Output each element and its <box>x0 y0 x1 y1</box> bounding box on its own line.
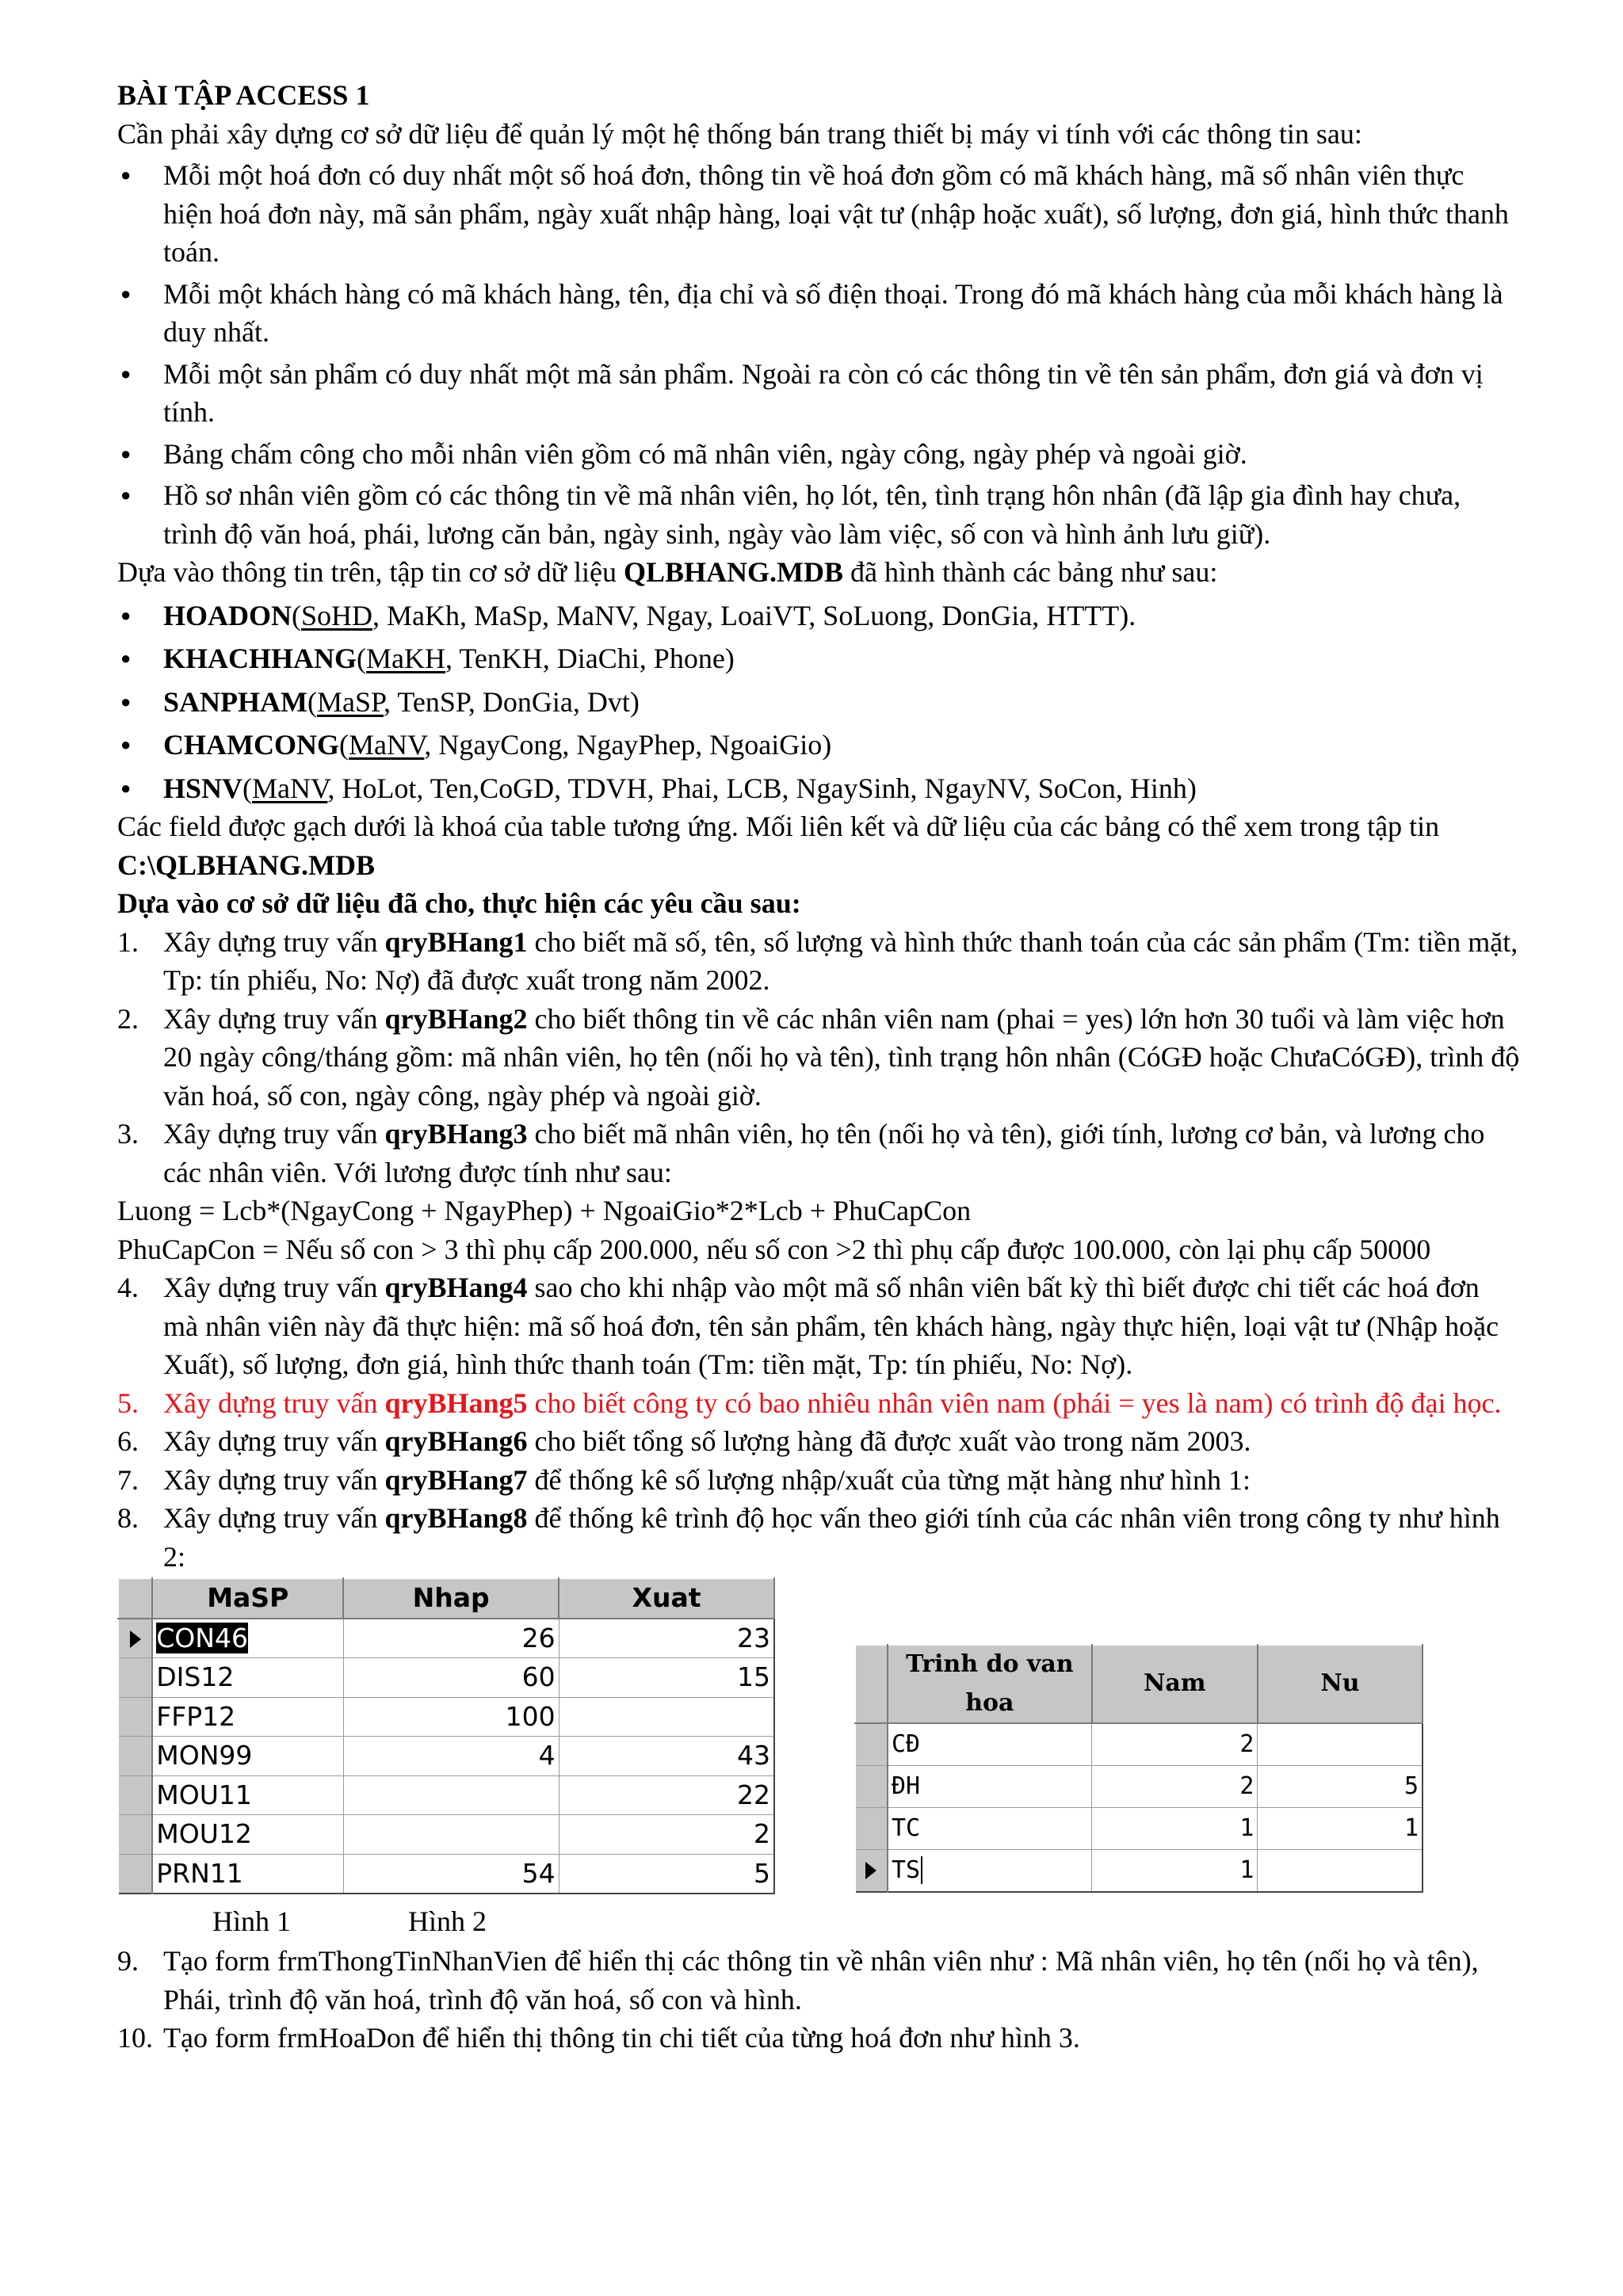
table-cell[interactable]: 1 <box>1258 1808 1423 1850</box>
table-cell[interactable]: 26 <box>343 1619 559 1658</box>
query-name: qryBHang2 <box>384 1002 528 1035</box>
table-row[interactable] <box>855 1766 1423 1808</box>
schema-fields: , MaKh, MaSp, MaNV, Ngay, LoaiVT, SoLuong, DonGia, HTTT). <box>372 599 1136 631</box>
text-cursor-icon <box>921 1856 922 1884</box>
bullet-item: ● Hồ sơ nhân viên gồm có các thông tin về mã nhân viên, họ lót, tên, tình trạng hôn nhân (đã lập gia đình hay chưa, trình độ văn hoá, phái, lương căn bản, ngày sinh, ngày vào làm việc, số con và hình ảnh lưu giữ). <box>117 476 1520 553</box>
record-selector[interactable] <box>855 1850 888 1893</box>
table-cell[interactable] <box>343 1815 559 1855</box>
table-cell[interactable]: FFP12 <box>152 1697 343 1737</box>
requirement-number: 4. <box>117 1272 139 1303</box>
schema-key: MaSP <box>317 685 384 718</box>
record-selector[interactable] <box>855 1808 888 1850</box>
database-file-name: QLBHANG.MDB <box>623 556 843 588</box>
table-cell[interactable] <box>1258 1850 1423 1893</box>
table-cell[interactable] <box>343 1775 559 1815</box>
schema-key: SoHD <box>301 599 373 631</box>
schema-item <box>117 683 1520 722</box>
table-cell[interactable]: 2 <box>1092 1766 1258 1808</box>
schema-table-name: HSNV <box>163 772 243 804</box>
requirement-number: 1. <box>117 925 139 958</box>
column-header[interactable]: Nhap <box>343 1578 559 1619</box>
requirement-text: để thống kê trình độ học vấn theo giới tính của các nhân viên trong công ty như hình 2: <box>163 1502 1500 1573</box>
query-name: qryBHang7 <box>384 1463 528 1496</box>
table-cell[interactable]: 15 <box>559 1658 774 1698</box>
requirements-list-continued <box>117 1268 1520 1576</box>
record-selector[interactable] <box>118 1775 152 1815</box>
record-selector[interactable] <box>118 1854 152 1894</box>
record-selector[interactable] <box>118 1697 152 1737</box>
requirement-text: cho biết thông tin về các nhân viên nam (phai = yes) lớn hơn 30 tuổi và làm việc hơn 20 ngày công/tháng gồm: mã nhân viên, họ tên (nối họ và tên), tình trạng hôn nhân (CóGĐ hoặc ChưaCóGĐ), trình độ văn hoá, số con, ngày công, ngày phép và ngoài giờ. <box>163 1002 1520 1112</box>
table-cell[interactable]: 5 <box>559 1854 774 1894</box>
table-cell[interactable]: MOU12 <box>152 1815 343 1855</box>
table-cell[interactable]: 4 <box>343 1737 559 1776</box>
requirement-text: Tạo form frmHoaDon để hiển thị thông tin chi tiết của từng hoá đơn như hình 3. <box>163 2022 1080 2054</box>
schema-table-name: KHACHHANG <box>163 643 357 674</box>
requirement-pre: Xây dựng truy vấn <box>163 1502 385 1534</box>
datasheet-header-row <box>855 1645 1423 1723</box>
table-cell[interactable]: DIS12 <box>152 1658 343 1698</box>
schema-open: ( <box>292 599 301 631</box>
requirement-text: cho biết công ty có bao nhiêu nhân viên nam (phái = yes là nam) có trình độ đại học. <box>527 1386 1502 1419</box>
table-row[interactable] <box>118 1697 774 1737</box>
bullet-item: ● Mỗi một sản phẩm có duy nhất một mã sản phẩm. Ngoài ra còn có các thông tin về tên sản phẩm, đơn giá và đơn vị tính. <box>117 355 1520 432</box>
record-selector[interactable] <box>118 1619 152 1658</box>
requirements-bullets <box>117 156 1520 553</box>
query-name: qryBHang8 <box>384 1502 528 1534</box>
requirement-pre: Xây dựng truy vấn <box>163 1463 385 1496</box>
requirement-text: cho biết mã nhân viên, họ tên (nối họ và tên), giới tính, lương cơ bản, và lương cho các nhân viên. Với lương được tính như sau: <box>163 1118 1485 1188</box>
table-cell[interactable]: 54 <box>343 1854 559 1894</box>
schema-fields: , NgayCong, NgayPhep, NgoaiGio) <box>424 729 832 761</box>
schema-open: ( <box>242 772 253 804</box>
record-selector[interactable] <box>855 1723 888 1766</box>
schema-table-name: SANPHAM <box>163 685 307 718</box>
schema-open: ( <box>338 729 349 761</box>
schema-item <box>117 639 1520 678</box>
requirement-pre: Xây dựng truy vấn <box>163 1002 385 1035</box>
requirement-item <box>117 1422 1520 1461</box>
table-row[interactable] <box>118 1775 774 1815</box>
requirement-number: 2. <box>117 1002 139 1035</box>
database-line <box>117 553 1520 592</box>
requirement-item <box>117 1499 1520 1576</box>
record-selector[interactable] <box>855 1766 888 1808</box>
figure-captions <box>212 1902 487 1941</box>
table-schema-list <box>117 597 1520 808</box>
selected-cell-text[interactable]: CON46 <box>156 1622 248 1653</box>
database-path: C:\QLBHANG.MDB <box>117 849 376 881</box>
figure-2-caption: Hình 2 <box>408 1905 487 1937</box>
table-cell[interactable]: 5 <box>1258 1766 1423 1808</box>
requirement-number: 6. <box>117 1425 139 1457</box>
table-cell[interactable] <box>888 1850 1092 1893</box>
requirement-item <box>117 923 1520 1000</box>
table-row[interactable] <box>855 1723 1423 1766</box>
schema-key: MaNV <box>348 729 425 761</box>
requirement-text: sao cho khi nhập vào một mã số nhân viên bất kỳ thì biết được chi tiết các hoá đơn mà nhân viên này đã thực hiện: mã số hoá đơn, tên sản phẩm, tên khách hàng, ngày thực hiện, loại vật tư (Nhập hoặc Xuất), số lượng, đơn giá, hình thức thanh toán (Tm: tiền mặt, Tp: tín phiếu, No: Nợ). <box>163 1272 1499 1380</box>
schema-table-name: HOADON <box>163 599 292 631</box>
requirement-text: Tạo form frmThongTinNhanVien để hiển thị các thông tin về nhân viên như : Mã nhân viên, họ tên (nối họ và tên), Phái, trình độ văn hoá, trình độ văn hoá, số con và hình. <box>163 1945 1479 2016</box>
table-cell[interactable]: 2 <box>559 1815 774 1855</box>
table-cell[interactable]: PRN11 <box>152 1854 343 1894</box>
requirement-text: cho biết tổng số lượng hàng đã được xuất vào trong năm 2003. <box>527 1425 1251 1457</box>
table-row[interactable] <box>855 1808 1423 1850</box>
column-header[interactable]: Xuat <box>559 1578 774 1619</box>
table-cell[interactable]: 1 <box>1092 1850 1258 1893</box>
requirement-number: 9. <box>117 1945 139 1977</box>
schema-fields: , TenSP, DonGia, Dvt) <box>384 685 640 718</box>
bullet-item: ● Mỗi một khách hàng có mã khách hàng, tên, địa chỉ và số điện thoại. Trong đó mã khách hàng của mỗi khách hàng là duy nhất. <box>117 275 1520 352</box>
document-title: BÀI TẬP ACCESS 1 <box>117 79 370 111</box>
table-cell[interactable]: 23 <box>559 1619 774 1658</box>
figure-1-caption: Hình 1 <box>212 1905 291 1937</box>
requirement-number: 7. <box>117 1463 139 1496</box>
table-cell[interactable]: TC <box>888 1808 1092 1850</box>
requirement-number: 8. <box>117 1502 139 1534</box>
requirement-number: 5. <box>117 1386 139 1419</box>
record-selector-header[interactable] <box>118 1578 152 1619</box>
schema-key: MaKH <box>366 643 445 674</box>
table-cell[interactable]: 2 <box>1092 1723 1258 1766</box>
requirement-item <box>117 1942 1520 2019</box>
requirement-item-highlighted <box>117 1384 1520 1423</box>
form-requirements <box>117 1942 1520 2058</box>
requirement-pre: Xây dựng truy vấn <box>163 1425 385 1457</box>
column-header[interactable]: Nu <box>1258 1645 1423 1723</box>
requirements-list <box>117 923 1520 1192</box>
column-header[interactable]: Nam <box>1092 1645 1258 1723</box>
record-selector[interactable] <box>118 1815 152 1855</box>
requirement-text: để thống kê số lượng nhập/xuất của từng mặt hàng như hình 1: <box>527 1463 1251 1496</box>
figure-1-datasheet <box>117 1577 775 1894</box>
schema-item <box>117 726 1520 765</box>
table-row[interactable] <box>118 1815 774 1855</box>
database-line-pre: Dựa vào thông tin trên, tập tin cơ sở dữ liệu <box>117 556 624 588</box>
database-line-post: đã hình thành các bảng như sau: <box>843 556 1218 588</box>
table-cell[interactable]: 22 <box>559 1775 774 1815</box>
schema-item <box>117 597 1520 635</box>
table-row[interactable] <box>118 1619 774 1658</box>
query-name: qryBHang6 <box>384 1425 528 1457</box>
column-header[interactable]: Trinh do van hoa <box>888 1645 1092 1723</box>
record-selector[interactable] <box>118 1658 152 1698</box>
table-cell[interactable]: 60 <box>343 1658 559 1698</box>
requirements-heading: Dựa vào cơ sở dữ liệu đã cho, thực hiện các yêu cầu sau: <box>117 887 801 919</box>
allowance-formula: PhuCapCon = Nếu số con > 3 thì phụ cấp 200.000, nếu số con >2 thì phụ cấp được 100.000, còn lại phụ cấp 50000 <box>117 1233 1431 1265</box>
table-row[interactable] <box>118 1737 774 1776</box>
table-cell[interactable]: 1 <box>1092 1808 1258 1850</box>
query-name: qryBHang5 <box>384 1386 528 1419</box>
table-row[interactable] <box>118 1854 774 1894</box>
query-name: qryBHang3 <box>384 1118 528 1150</box>
document <box>117 76 1520 2058</box>
figures-area <box>117 1577 1520 1937</box>
table-cell[interactable] <box>152 1619 343 1658</box>
requirement-pre: Xây dựng truy vấn <box>163 1118 385 1150</box>
requirement-pre: Xây dựng truy vấn <box>163 1386 385 1419</box>
editing-cell-text[interactable]: TS <box>891 1855 921 1884</box>
requirement-number: 3. <box>117 1118 139 1150</box>
table-cell[interactable]: ĐH <box>888 1766 1092 1808</box>
requirement-item <box>117 2019 1520 2058</box>
requirement-item <box>117 1115 1520 1192</box>
record-selector-header[interactable] <box>855 1645 888 1723</box>
current-record-arrow-icon <box>865 1862 876 1879</box>
schema-item <box>117 769 1520 808</box>
intro-paragraph: Cần phải xây dựng cơ sở dữ liệu để quản lý một hệ thống bán trang thiết bị máy vi tính với các thông tin sau: <box>117 117 1362 150</box>
record-selector[interactable] <box>118 1737 152 1776</box>
table-cell[interactable]: 100 <box>343 1697 559 1737</box>
current-record-arrow-icon <box>130 1630 141 1648</box>
figure-2-datasheet <box>854 1644 1423 1893</box>
requirement-pre: Xây dựng truy vấn <box>163 1272 385 1303</box>
datasheet-header-row <box>118 1578 774 1619</box>
table-row[interactable] <box>855 1850 1423 1893</box>
salary-formula: Luong = Lcb*(NgayCong + NgayPhep) + NgoaiGio*2*Lcb + PhuCapCon <box>117 1195 972 1226</box>
schema-fields: , TenKH, DiaChi, Phone) <box>445 643 735 674</box>
requirement-text: cho biết mã số, tên, số lượng và hình thức thanh toán của các sản phẩm (Tm: tiền mặt, Tp: tín phiếu, No: Nợ) đã được xuất trong năm 2002. <box>163 925 1518 996</box>
key-note-text: Các field được gạch dưới là khoá của table tương ứng. Mối liên kết và dữ liệu của các bảng có thể xem trong tập tin <box>117 810 1440 842</box>
requirement-number: 10. <box>117 2022 153 2054</box>
schema-fields: , HoLot, Ten,CoGD, TDVH, Phai, LCB, NgaySinh, NgayNV, SoCon, Hinh) <box>327 772 1197 804</box>
table-cell[interactable]: 43 <box>559 1737 774 1776</box>
table-cell[interactable] <box>559 1697 774 1737</box>
schema-table-name: CHAMCONG <box>163 729 339 761</box>
schema-key: MaNV <box>252 772 328 804</box>
table-cell[interactable] <box>1258 1723 1423 1766</box>
requirement-item <box>117 1000 1520 1116</box>
table-row[interactable] <box>118 1658 774 1698</box>
column-header[interactable]: MaSP <box>152 1578 343 1619</box>
bullet-item: ● Mỗi một hoá đơn có duy nhất một số hoá đơn, thông tin về hoá đơn gồm có mã khách hàng, mã số nhân viên thực hiện hoá đơn này, mã sản phẩm, ngày xuất nhập hàng, loại vật tư (nhập hoặc xuất), số lượng, đơn giá, hình thức thanh toán. <box>117 156 1520 272</box>
key-note <box>117 807 1520 884</box>
query-name: qryBHang1 <box>384 925 528 958</box>
table-cell[interactable]: MON99 <box>152 1737 343 1776</box>
table-cell[interactable]: CĐ <box>888 1723 1092 1766</box>
requirement-item <box>117 1461 1520 1500</box>
schema-open: ( <box>307 685 317 718</box>
table-cell[interactable]: MOU11 <box>152 1775 343 1815</box>
bullet-item: ● Bảng chấm công cho mỗi nhân viên gồm có mã nhân viên, ngày công, ngày phép và ngoài giờ. <box>117 435 1520 474</box>
requirement-pre: Xây dựng truy vấn <box>163 925 385 958</box>
requirement-item <box>117 1268 1520 1384</box>
schema-open: ( <box>357 643 367 674</box>
query-name: qryBHang4 <box>384 1272 528 1303</box>
